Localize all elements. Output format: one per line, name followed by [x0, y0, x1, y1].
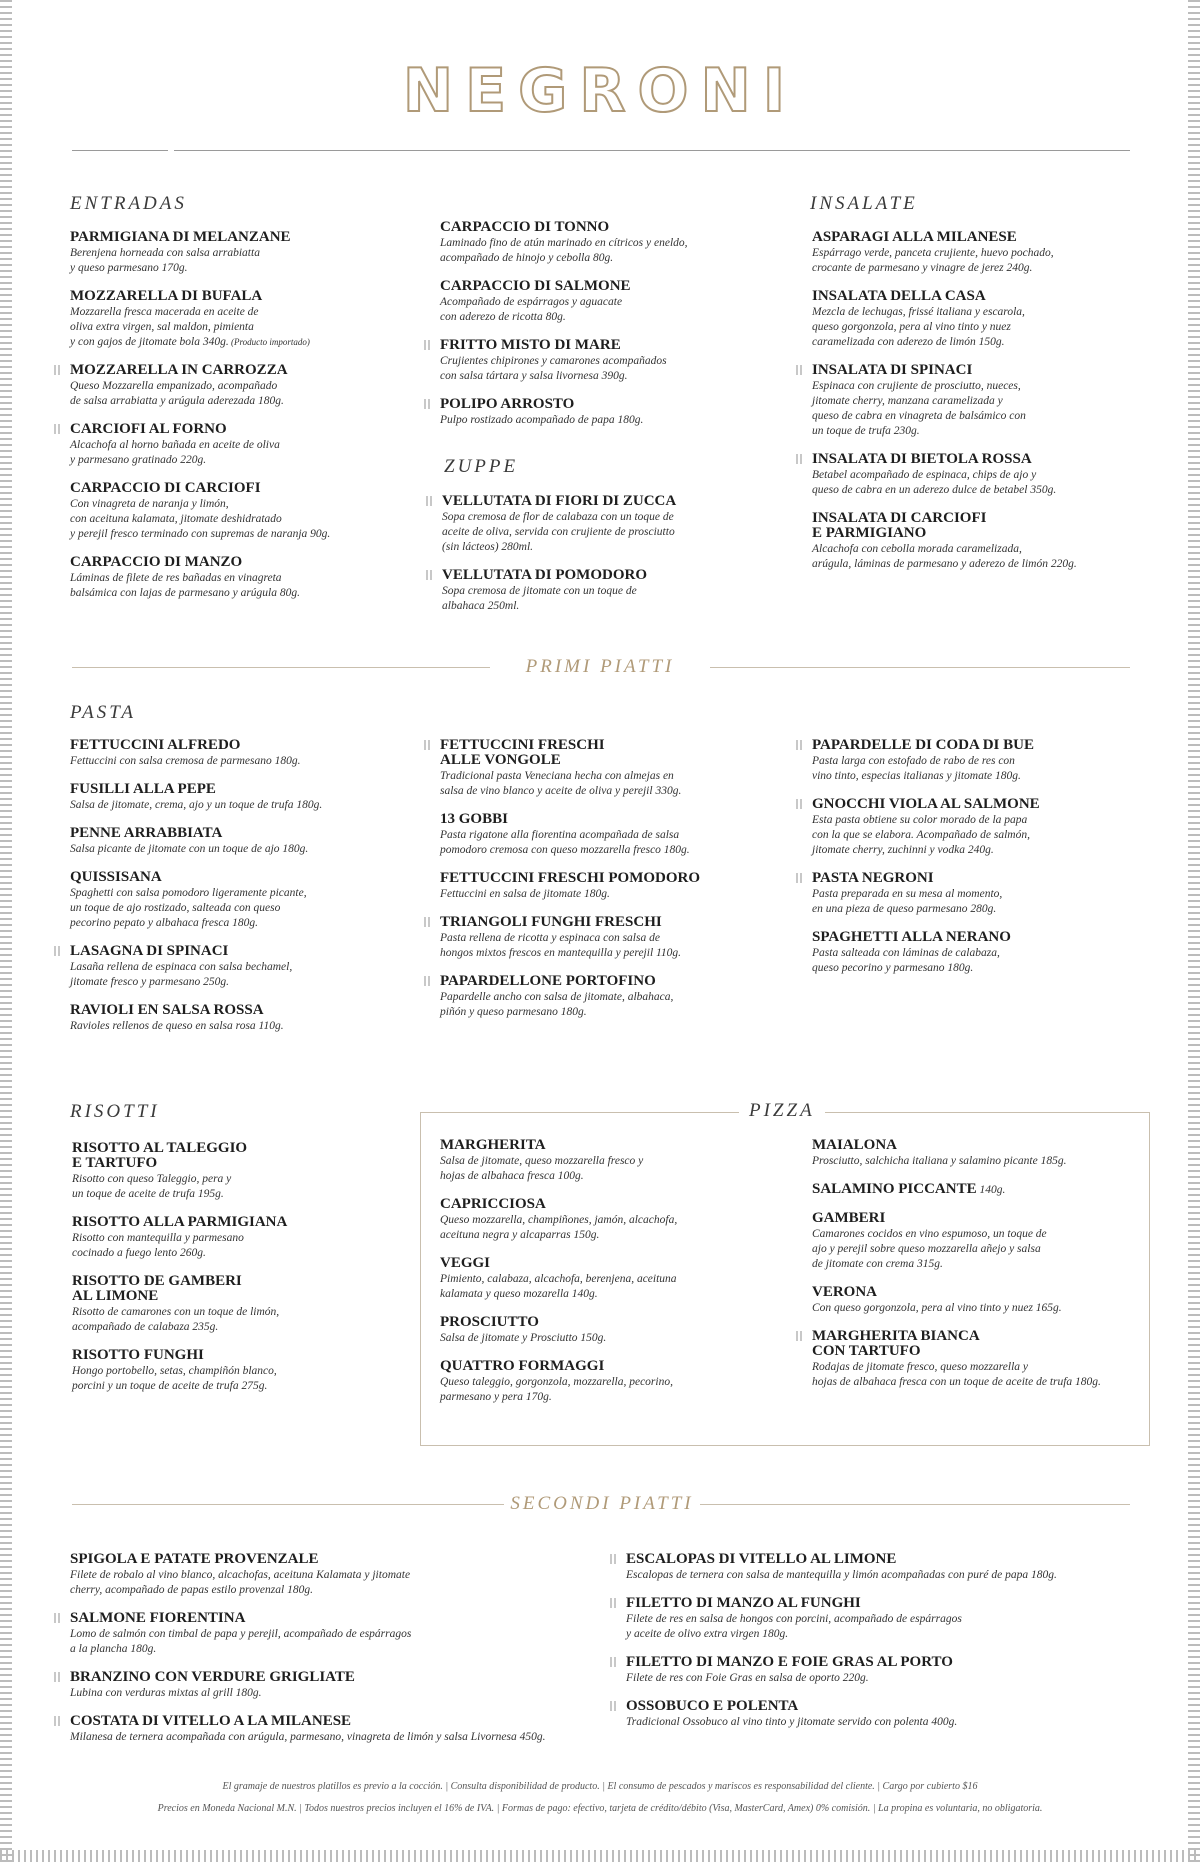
menu-item-description: Con vinagreta de naranja y limón, con aceituna kalamata, jitomate deshidratado y perejil fresco terminado con supremas de naranja 90g.: [70, 498, 331, 540]
menu-item-description: Pulpo rostizado acompañado de papa 180g.: [440, 414, 644, 426]
menu-item-description: Salsa de jitomate y Prosciutto 150g.: [440, 1332, 607, 1344]
house-special-marker-icon: [610, 1554, 617, 1564]
menu-item-name: MAIALONA: [812, 1137, 897, 1153]
menu-item: [70, 870, 420, 931]
secondi-divider-right: [700, 1504, 1130, 1505]
house-special-marker-icon: [796, 799, 803, 809]
entradas-mid-list: [440, 220, 770, 441]
menu-item-name: INSALATA DI CARCIOFI E PARMIGIANO: [812, 510, 987, 541]
house-special-marker-icon: [796, 365, 803, 375]
menu-item-name: PASTA NEGRONI: [812, 870, 934, 886]
pizza-right-list: [812, 1138, 1142, 1403]
house-special-marker-icon: [796, 1331, 803, 1341]
menu-item-description: Con queso gorgonzola, pera al vino tinto y nuez 165g.: [812, 1302, 1062, 1314]
menu-item-name: CARPACCIO DI MANZO: [70, 554, 243, 570]
risotti-list: [72, 1141, 402, 1407]
menu-item-description: Rodajas de jitomate fresco, queso mozzarella y hojas de albahaca fresca con un toque de aceite de trufa 180g.: [812, 1361, 1101, 1388]
menu-item-name: PENNE ARRABBIATA: [70, 825, 223, 841]
house-special-marker-icon: [424, 399, 431, 409]
section-heading-risotti: RISOTTI: [70, 1101, 160, 1122]
menu-item-name: SALMONE FIORENTINA: [70, 1610, 246, 1626]
menu-item-name: MARGHERITA BIANCA CON TARTUFO: [812, 1328, 980, 1359]
menu-item-description: Laminado fino de atún marinado en cítricos y eneldo, acompañado de hinojo y cebolla 80g.: [440, 237, 688, 264]
house-special-marker-icon: [796, 740, 803, 750]
menu-item-description: Sopa cremosa de flor de calabaza con un toque de aceite de oliva, servida con crujiente de prosciutto (sin lácteos) 280ml.: [442, 511, 675, 553]
menu-item-description: Hongo portobello, setas, champiñón blanco, porcini y un toque de aceite de trufa 275g.: [72, 1365, 277, 1392]
menu-item: [70, 481, 400, 542]
house-special-marker-icon: [610, 1701, 617, 1711]
right-dotted-border: [1188, 0, 1200, 1862]
menu-item: [440, 397, 770, 428]
menu-item: [440, 871, 790, 902]
menu-item-name: RISOTTO DE GAMBERI AL LIMONE: [72, 1273, 242, 1304]
menu-item-name: MOZZARELLA IN CARROZZA: [70, 362, 288, 378]
menu-item-description: Fettuccini en salsa de jitomate 180g.: [440, 888, 610, 900]
section-heading-pasta: PASTA: [70, 702, 137, 723]
insalate-list: [812, 230, 1142, 585]
menu-item-description: Mozzarella fresca macerada en aceite de oliva extra virgen, sal maldon, pimienta y con gajos de jitomate bola 340g. (Producto importado): [70, 306, 310, 348]
menu-item-description: Espinaca con crujiente de prosciutto, nueces, jitomate cherry, manzana caramelizada y queso de cabra en vinagreta de balsámico con un toque de trufa 230g.: [812, 380, 1026, 437]
footer-notes-line1: El gramaje de nuestros platillos es previo a la cocción. | Consulta disponibilidad de producto. | El consumo de pescados y mariscos es responsabilidad del cliente. | Cargo por cubierto $16: [222, 1781, 978, 1792]
house-special-marker-icon: [426, 570, 433, 580]
primi-divider-left: [72, 667, 490, 668]
menu-item-name: CARPACCIO DI TONNO: [440, 219, 610, 235]
menu-item: [812, 452, 1142, 498]
menu-item: [440, 338, 770, 384]
menu-item-name: ASPARAGI ALLA MILANESE: [812, 229, 1017, 245]
menu-item-name: ESCALOPAS DI VITELLO AL LIMONE: [626, 1551, 897, 1567]
menu-item-description: Ravioles rellenos de queso en salsa rosa 110g.: [70, 1020, 284, 1032]
footer-notes-line2: Precios en Moneda Nacional M.N. | Todos nuestros precios incluyen el 16% de IVA. | Formas de pago: efectivo, tarjeta de crédito/débito (Visa, MasterCard, Amex) 0% comisión. | La propina es voluntaria, no obligatoria.: [157, 1803, 1043, 1814]
menu-item-name: VEGGI: [440, 1255, 491, 1271]
brand-logo: NEGRONI: [402, 56, 798, 126]
bottom-dotted-border: [0, 1850, 1200, 1862]
menu-item: [812, 230, 1142, 276]
menu-item-name: PARMIGIANA DI MELANZANE: [70, 229, 291, 245]
logo-rule-short: [72, 150, 168, 151]
menu-item-description: Pasta preparada en su mesa al momento, en una pieza de queso parmesano 280g.: [812, 888, 1003, 915]
house-special-marker-icon: [426, 496, 433, 506]
menu-item-name: PROSCIUTTO: [440, 1314, 539, 1330]
menu-item: [812, 1182, 1142, 1198]
menu-item-name: GNOCCHI VIOLA AL SALMONE: [812, 796, 1040, 812]
menu-item: [70, 1611, 610, 1657]
secondi-divider-left: [72, 1504, 504, 1505]
menu-item-name: RAVIOLI EN SALSA ROSSA: [70, 1002, 264, 1018]
menu-item-description: Risotto con mantequilla y parmesano cocinado a fuego lento 260g.: [72, 1232, 244, 1259]
menu-item-name: BRANZINO CON VERDURE GRIGLIATE: [70, 1669, 355, 1685]
menu-item: [626, 1552, 1126, 1583]
menu-item-name: FETTUCCINI FRESCHI ALLE VONGOLE: [440, 737, 605, 768]
menu-item-description: Tradicional Ossobuco al vino tinto y jitomate servido con polenta 400g.: [626, 1716, 958, 1728]
menu-item: [70, 1714, 610, 1745]
menu-item-description: Escalopas de ternera con salsa de mantequilla y limón acompañadas con puré de papa 180g.: [626, 1569, 1057, 1581]
pasta-mid-list: [440, 738, 790, 1033]
menu-item: [72, 1215, 402, 1261]
menu-item: [72, 1274, 402, 1335]
menu-item-description: Lasaña rellena de espinaca con salsa bechamel, jitomate fresco y parmesano 250g.: [70, 961, 293, 988]
menu-item: [812, 289, 1142, 350]
pasta-left-list: [70, 738, 420, 1047]
menu-item: [70, 555, 400, 601]
menu-item: [70, 944, 420, 990]
menu-item-name: RISOTTO AL TALEGGIO E TARTUFO: [72, 1140, 248, 1171]
menu-item-description: Pasta rellena de ricotta y espinaca con salsa de hongos mixtos frescos en mantequilla y perejil 110g.: [440, 932, 682, 959]
menu-item: [440, 738, 790, 799]
menu-item: [70, 230, 400, 276]
menu-item: [440, 1315, 770, 1346]
menu-item: [440, 974, 790, 1020]
menu-item-name: SPIGOLA E PATATE PROVENZALE: [70, 1551, 319, 1567]
menu-item: [440, 1359, 770, 1405]
menu-item-description: Acompañado de espárragos y aguacate con aderezo de ricotta 80g.: [440, 296, 623, 323]
menu-item: [812, 1138, 1142, 1169]
menu-item-name: CARCIOFI AL FORNO: [70, 421, 227, 437]
menu-item-description: Pimiento, calabaza, alcachofa, berenjena, aceituna kalamata y queso mozarella 140g.: [440, 1273, 677, 1300]
menu-item-description: Salsa de jitomate, crema, ajo y un toque de trufa 180g.: [70, 799, 323, 811]
menu-item: [812, 511, 1142, 572]
menu-item: [812, 1211, 1142, 1272]
menu-item-name: VERONA: [812, 1284, 878, 1300]
menu-item-name: PAPARDELLE DI CODA DI BUE: [812, 737, 1034, 753]
menu-item-description: Tradicional pasta Veneciana hecha con almejas en salsa de vino blanco y aceite de oliva y perejil 330g.: [440, 770, 682, 797]
menu-item-name: FILETTO DI MANZO AL FUNGHI: [626, 1595, 861, 1611]
house-special-marker-icon: [54, 1613, 61, 1623]
entradas-list: [70, 230, 400, 614]
pasta-right-list: [812, 738, 1142, 989]
menu-item-description: Fettuccini con salsa cremosa de parmesano 180g.: [70, 755, 301, 767]
secondi-right-list: [626, 1552, 1126, 1743]
menu-item: [440, 812, 790, 858]
section-heading-secondi-piatti: SECONDI PIATTI: [510, 1493, 694, 1514]
menu-item-description: Prosciutto, salchicha italiana y salamino picante 185g.: [812, 1155, 1067, 1167]
menu-item: [70, 1670, 610, 1701]
menu-item: [440, 279, 770, 325]
menu-item: [812, 930, 1142, 976]
menu-item-description: Crujientes chipirones y camarones acompañados con salsa tártara y salsa livornesa 390g.: [440, 355, 667, 382]
menu-item-description: Papardelle ancho con salsa de jitomate, albahaca, piñón y queso parmesano 180g.: [440, 991, 674, 1018]
menu-item-weight: 140g.: [976, 1184, 1006, 1196]
menu-item-name: VELLUTATA DI FIORI DI ZUCCA: [442, 493, 677, 509]
menu-item: [70, 363, 400, 409]
house-special-marker-icon: [610, 1598, 617, 1608]
menu-item-description: Esta pasta obtiene su color morado de la papa con la que se elabora. Acompañado de salmón, jitomate cherry, zuchinni y vodka 240g.: [812, 814, 1030, 856]
menu-item: [70, 738, 420, 769]
menu-item-description: Sopa cremosa de jitomate con un toque de albahaca 250ml.: [442, 585, 637, 612]
menu-item-description: Lubina con verduras mixtas al grill 180g.: [70, 1687, 262, 1699]
secondi-left-list: [70, 1552, 610, 1758]
menu-item: [812, 363, 1142, 439]
menu-item: [72, 1348, 402, 1394]
house-special-marker-icon: [424, 976, 431, 986]
house-special-marker-icon: [54, 365, 61, 375]
menu-item: [70, 782, 420, 813]
menu-item-description: Queso taleggio, gorgonzola, mozzarella, pecorino, parmesano y pera 170g.: [440, 1376, 673, 1403]
menu-item-name: 13 GOBBI: [440, 811, 508, 827]
menu-item-name: OSSOBUCO E POLENTA: [626, 1698, 799, 1714]
menu-item-name: SALAMINO PICCANTE 140g.: [812, 1181, 1006, 1197]
menu-item: [70, 289, 400, 350]
menu-item-name: FETTUCCINI FRESCHI POMODORO: [440, 870, 701, 886]
menu-item: [812, 1285, 1142, 1316]
menu-item-description: Filete de res en salsa de hongos con porcini, acompañado de espárragos y aceite de olivo extra virgen 180g.: [626, 1613, 962, 1640]
primi-divider-right: [710, 667, 1130, 668]
house-special-marker-icon: [54, 424, 61, 434]
menu-item: [442, 494, 772, 555]
section-heading-insalate: INSALATE: [810, 193, 918, 214]
menu-item-name: FILETTO DI MANZO E FOIE GRAS AL PORTO: [626, 1654, 953, 1670]
zuppe-list: [442, 494, 772, 627]
house-special-marker-icon: [610, 1657, 617, 1667]
menu-item-name: LASAGNA DI SPINACI: [70, 943, 229, 959]
menu-item: [812, 797, 1142, 858]
menu-item-description: Queso mozzarella, champiñones, jamón, alcachofa, aceituna negra y alcaparras 150g.: [440, 1214, 678, 1241]
menu-item: [440, 220, 770, 266]
house-special-marker-icon: [424, 917, 431, 927]
menu-item-name: VELLUTATA DI POMODORO: [442, 567, 648, 583]
menu-item-name: MOZZARELLA DI BUFALA: [70, 288, 263, 304]
pizza-left-list: [440, 1138, 770, 1418]
section-heading-primi-piatti: PRIMI PIATTI: [525, 656, 675, 677]
menu-item: [626, 1596, 1126, 1642]
menu-item: [812, 1329, 1142, 1390]
menu-item-name: QUISSISANA: [70, 869, 162, 885]
menu-item-name: INSALATA DI SPINACI: [812, 362, 973, 378]
menu-item-description: Salsa picante de jitomate con un toque de ajo 180g.: [70, 843, 309, 855]
menu-item-description: Láminas de filete de res bañadas en vinagreta balsámica con lajas de parmesano y arúgula 80g.: [70, 572, 300, 599]
menu-item-description: Risotto de camarones con un toque de limón, acompañado de calabaza 235g.: [72, 1306, 280, 1333]
menu-item-description: Filete de robalo al vino blanco, alcachofas, aceituna Kalamata y jitomate cherry, acompañado de papas estilo provenzal 180g.: [70, 1569, 411, 1596]
menu-item-name: POLIPO ARROSTO: [440, 396, 575, 412]
menu-item-name: CARPACCIO DI SALMONE: [440, 278, 631, 294]
menu-item-name: RISOTTO FUNGHI: [72, 1347, 204, 1363]
menu-item-description: Pasta rigatone alla fiorentina acompañada de salsa pomodoro cremosa con queso mozzarella fresco 180g.: [440, 829, 690, 856]
menu-item-name: INSALATA DI BIETOLA ROSSA: [812, 451, 1032, 467]
menu-item: [440, 1256, 770, 1302]
menu-item-description: Pasta salteada con láminas de calabaza, queso pecorino y parmesano 180g.: [812, 947, 1000, 974]
section-heading-zuppe: ZUPPE: [444, 456, 519, 477]
menu-item-name: MARGHERITA: [440, 1137, 546, 1153]
menu-item-name: SPAGHETTI ALLA NERANO: [812, 929, 1011, 945]
menu-item-description: Lomo de salmón con timbal de papa y perejil, acompañado de espárragos a la plancha 180g.: [70, 1628, 412, 1655]
menu-item: [70, 1003, 420, 1034]
menu-item: [626, 1699, 1126, 1730]
menu-item: [70, 1552, 610, 1598]
menu-item-name: RISOTTO ALLA PARMIGIANA: [72, 1214, 288, 1230]
menu-item-name: COSTATA DI VITELLO A LA MILANESE: [70, 1713, 352, 1729]
menu-item-name: QUATTRO FORMAGGI: [440, 1358, 605, 1374]
menu-item-name: CAPRICCIOSA: [440, 1196, 546, 1212]
menu-item-description: Espárrago verde, panceta crujiente, huevo pochado, crocante de parmesano y vinagre de jerez 240g.: [812, 247, 1054, 274]
menu-item-name: PAPARDELLONE PORTOFINO: [440, 973, 656, 989]
menu-item-name: GAMBERI: [812, 1210, 886, 1226]
menu-item: [812, 871, 1142, 917]
menu-item: [442, 568, 772, 614]
menu-item-description: Risotto con queso Taleggio, pera y un toque de aceite de trufa 195g.: [72, 1173, 232, 1200]
house-special-marker-icon: [796, 454, 803, 464]
menu-item: [70, 422, 400, 468]
menu-item: [626, 1655, 1126, 1686]
section-heading-pizza: PIZZA: [739, 1100, 825, 1122]
menu-item-name: FRITTO MISTO DI MARE: [440, 337, 621, 353]
menu-item: [72, 1141, 402, 1202]
house-special-marker-icon: [424, 340, 431, 350]
menu-item-name: FETTUCCINI ALFREDO: [70, 737, 241, 753]
menu-item-name: FUSILLI ALLA PEPE: [70, 781, 216, 797]
menu-item: [440, 1197, 770, 1243]
logo-rule-long: [174, 150, 1130, 151]
house-special-marker-icon: [54, 946, 61, 956]
menu-item-description: Betabel acompañado de espinaca, chips de ajo y queso de cabra en un aderezo dulce de betabel 350g.: [812, 469, 1057, 496]
menu-item-description: Salsa de jitomate, queso mozzarella fresco y hojas de albahaca fresca 100g.: [440, 1155, 644, 1182]
menu-item-name: INSALATA DELLA CASA: [812, 288, 986, 304]
menu-item-description: Pasta larga con estofado de rabo de res con vino tinto, especias italianas y jitomate 180g.: [812, 755, 1021, 782]
house-special-marker-icon: [796, 873, 803, 883]
menu-item-description: Mezcla de lechugas, frissé italiana y escarola, queso gorgonzola, pera al vino tinto y nuez caramelizada con aderezo de limón 150g.: [812, 306, 1025, 348]
menu-item-description: Camarones cocidos en vino espumoso, un toque de ajo y perejil sobre queso mozzarella añejo y salsa de jitomate con crema 315g.: [812, 1228, 1047, 1270]
house-special-marker-icon: [424, 740, 431, 750]
menu-item-description: Milanesa de ternera acompañada con arúgula, parmesano, vinagreta de limón y salsa Livornesa 450g.: [70, 1731, 546, 1743]
house-special-marker-icon: [54, 1716, 61, 1726]
menu-item-name: TRIANGOLI FUNGHI FRESCHI: [440, 914, 662, 930]
menu-item: [70, 826, 420, 857]
menu-item-description: Alcachofa al horno bañada en aceite de oliva y parmesano gratinado 220g.: [70, 439, 280, 466]
menu-item: [812, 738, 1142, 784]
house-special-marker-icon: [54, 1672, 61, 1682]
menu-item: [440, 915, 790, 961]
menu-item-description: Spaghetti con salsa pomodoro ligeramente picante, un toque de ajo rostizado, salteada con queso pecorino pepato y albahaca fresca 180g.: [70, 887, 307, 929]
section-heading-entradas: ENTRADAS: [70, 193, 187, 214]
menu-item-description: Berenjena horneada con salsa arrabiatta y queso parmesano 170g.: [70, 247, 260, 274]
menu-item: [440, 1138, 770, 1184]
left-dotted-border: [0, 0, 12, 1862]
menu-item-name: CARPACCIO DI CARCIOFI: [70, 480, 261, 496]
menu-item-description: Alcachofa con cebolla morada caramelizada, arúgula, láminas de parmesano y aderezo de limón 220g.: [812, 543, 1077, 570]
menu-item-note: (Producto importado): [228, 337, 310, 347]
menu-item-description: Queso Mozzarella empanizado, acompañado de salsa arrabiatta y arúgula aderezada 180g.: [70, 380, 284, 407]
menu-item-description: Filete de res con Foie Gras en salsa de oporto 220g.: [626, 1672, 869, 1684]
